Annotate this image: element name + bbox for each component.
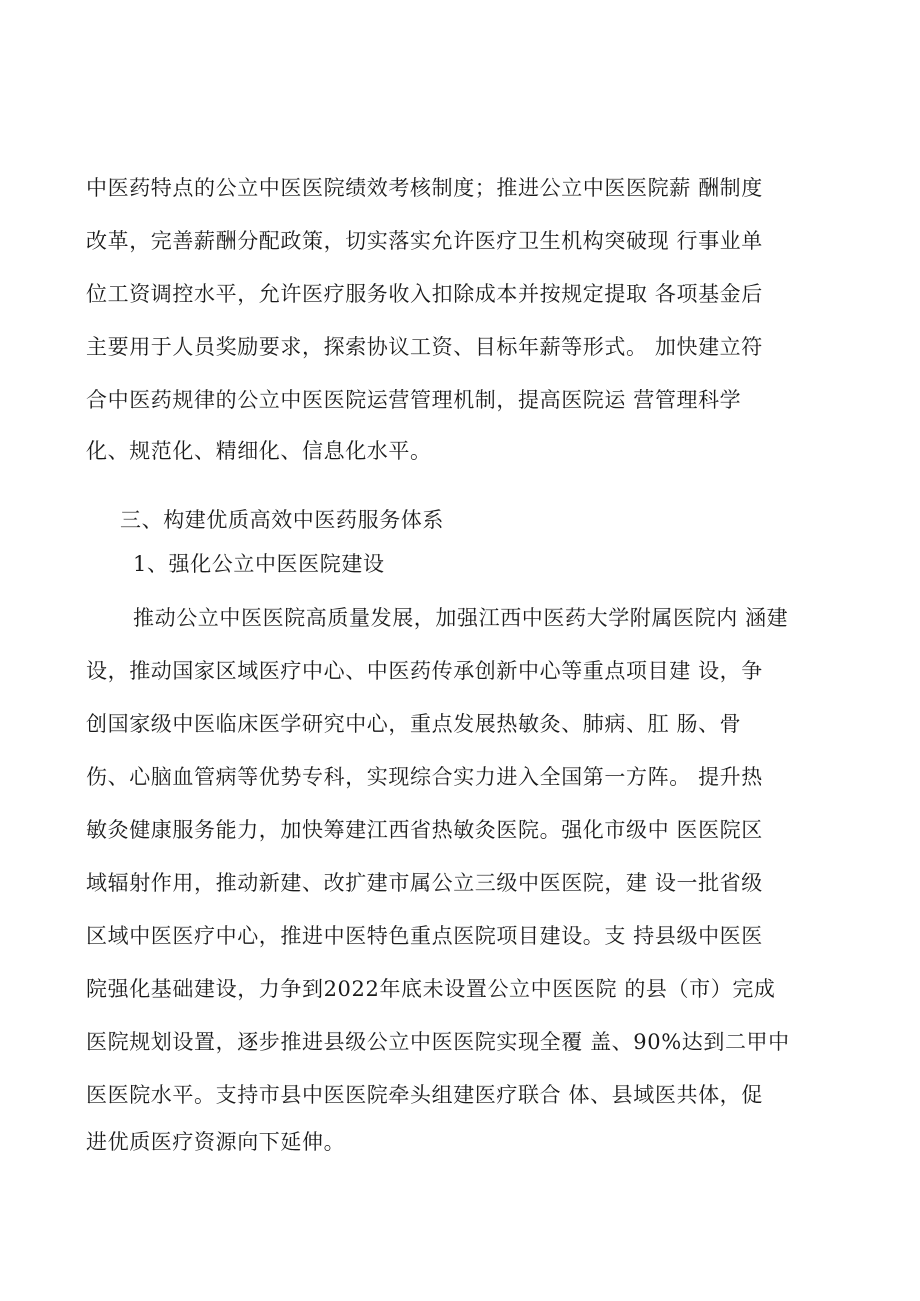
paragraph-line: 主要用于人员奖励要求，探索协议工资、目标年薪等形式。 加快建立符 bbox=[86, 335, 763, 359]
paragraph-line: 化、规范化、精细化、信息化水平。 bbox=[86, 439, 432, 463]
paragraph-line: 伤、心脑血管病等优势专科，实现综合实力进入全国第一方阵。 提升热 bbox=[86, 765, 763, 789]
paragraph-line: 医院规划设置，逐步推进县级公立中医医院实现全覆 盖、90%达到二甲中 bbox=[86, 1030, 790, 1054]
paragraph-line: 院强化基础建设，力争到2022年底未设置公立中医医院 的县（市）完成 bbox=[86, 977, 776, 1001]
paragraph-line: 改革，完善薪酬分配政策，切实落实允许医疗卫生机构突破现 行事业单 bbox=[86, 229, 763, 253]
paragraph-line: 设，推动国家区域医疗中心、中医药传承创新中心等重点项目建 设，争 bbox=[86, 659, 763, 683]
paragraph-line: 推动公立中医医院高质量发展，加强江西中医药大学附属医院内 涵建 bbox=[133, 606, 789, 630]
paragraph-line: 进优质医疗资源向下延伸。 bbox=[86, 1130, 346, 1154]
section-heading: 三、构建优质高效中医药服务体系 bbox=[120, 508, 444, 532]
paragraph-line: 创国家级中医临床医学研究中心，重点发展热敏灸、肺病、肛 肠、骨 bbox=[86, 712, 742, 736]
paragraph-line: 区域中医医疗中心，推进中医特色重点医院项目建设。支 持县级中医医 bbox=[86, 924, 763, 948]
paragraph-line: 位工资调控水平，允许医疗服务收入扣除成本并按规定提取 各项基金后 bbox=[86, 282, 763, 306]
subsection-heading: 1、强化公立中医医院建设 bbox=[133, 552, 385, 576]
paragraph-line: 域辐射作用，推动新建、改扩建市属公立三级中医医院，建 设一批省级 bbox=[86, 871, 763, 895]
paragraph-line: 医医院水平。支持市县中医医院牵头组建医疗联合 体、县域医共体，促 bbox=[86, 1083, 763, 1107]
paragraph-line: 敏灸健康服务能力，加快筹建江西省热敏灸医院。强化市级中 医医院区 bbox=[86, 818, 763, 842]
paragraph-line: 合中医药规律的公立中医医院运营管理机制，提高医院运 营管理科学 bbox=[86, 388, 742, 412]
paragraph-line: 中医药特点的公立中医医院绩效考核制度；推进公立中医医院薪 酬制度 bbox=[86, 176, 763, 200]
